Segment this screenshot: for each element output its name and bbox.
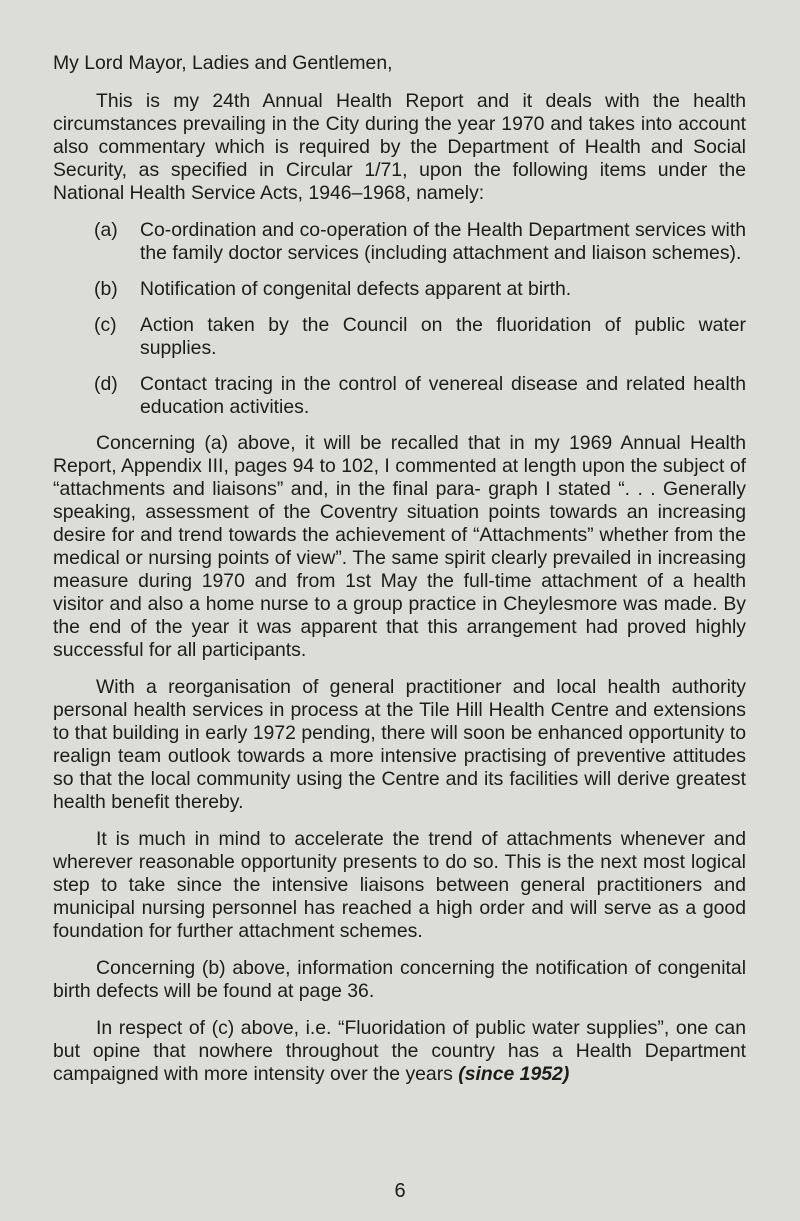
- body-paragraph: It is much in mind to accelerate the trend of attachments whenever and wherever reasonable opportunity presents to do so. This is the next most logical step to take since the intensive liaisons between general practitioners and municipal nursing personnel has reached a high order and will serve as a good foundation for further attachment schemes.: [53, 828, 746, 942]
- list-item-label: (c): [94, 314, 117, 336]
- list-item-text: Action taken by the Council on the fluoridation of public water supplies.: [140, 314, 746, 359]
- items-list: [53, 219, 746, 419]
- list-item: [53, 219, 746, 265]
- final-paragraph: [53, 1017, 746, 1086]
- list-item: [53, 314, 746, 360]
- body-paragraph: Concerning (a) above, it will be recalled that in my 1969 Annual Health Report, Appendix III, pages 94 to 102, I commented at length upon the subject of “attachments and liaisons” and, in the final para- graph I stated “. . . Generally speaking, assessment of the Coventry situation points towards an increasing desire for and trend towards the achievement of “Attachments” whether from the medical or nursing points of view”. The same spirit clearly prevailed in increasing measure during 1970 and from 1st May the full-time attachment of a health visitor and also a home nurse to a group practice in Cheylesmore was made. By the end of the year it was apparent that this arrangement had proved highly successful for all participants.: [53, 432, 746, 661]
- list-item: [53, 373, 746, 419]
- list-item-label: (a): [94, 219, 118, 241]
- final-paragraph-text: In respect of (c) above, i.e. “Fluoridation of public water supplies”, one can but opine that nowhere throughout the country has a Health Department campaigned with more intensity over the years: [53, 1017, 746, 1085]
- body-paragraph: With a reorganisation of general practitioner and local health authority personal health services in process at the Tile Hill Health Centre and extensions to that building in early 1972 pending, there will soon be enhanced opportunity to realign team outlook towards a more intensive practising of preventive attitudes so that the local community using the Centre and its facilities will derive greatest health benefit thereby.: [53, 676, 746, 813]
- list-item-text: Notification of congenital defects apparent at birth.: [140, 278, 572, 300]
- intro-paragraph: This is my 24th Annual Health Report and it deals with the health circumstances prevailing in the City during the year 1970 and takes into account also commentary which is required by the Department of Health and Social Security, as specified in Circular 1/71, upon the following items under the National Health Service Acts, 1946–1968, namely:: [53, 90, 746, 204]
- list-item-text: Co-ordination and co-operation of the Health Department services with the family doctor services (including attachment and liaison schemes).: [140, 219, 746, 264]
- list-item-label: (d): [94, 373, 118, 395]
- body-paragraph: Concerning (b) above, information concerning the notification of congenital birth defects will be found at page 36.: [53, 957, 746, 1002]
- list-item-text: Contact tracing in the control of venereal disease and related health education activities.: [140, 373, 746, 418]
- salutation: My Lord Mayor, Ladies and Gentlemen,: [53, 52, 393, 74]
- list-item: [53, 278, 746, 301]
- page-number: 6: [394, 1180, 406, 1202]
- final-paragraph-emphasis: (since 1952): [458, 1063, 570, 1085]
- list-item-label: (b): [94, 278, 118, 300]
